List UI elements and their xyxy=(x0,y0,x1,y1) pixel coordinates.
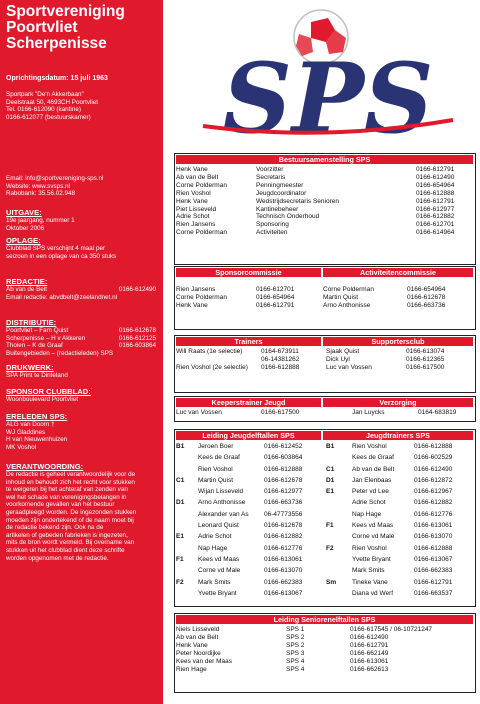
table-cell: Kees de Graaf xyxy=(198,454,240,462)
table-cell: 0166-613067 xyxy=(264,589,303,597)
table-cell: Secretaris xyxy=(256,173,286,181)
table-cell: 0166-617500 xyxy=(261,409,300,416)
table-cell: 0166-612452 xyxy=(264,443,303,450)
table-cell: 0166-612882 xyxy=(414,499,453,507)
table-cell: 0166-612977 xyxy=(264,488,303,496)
table-cell: B1 xyxy=(176,443,185,450)
table-cell: 0166-612791 xyxy=(416,166,455,173)
table-cell: Jan Luycks xyxy=(352,409,385,416)
table-cell: 0166-612791 xyxy=(350,641,389,649)
contact-block: Email: info@sportvereniging-sps.nl Website: www.svsps.nl Rabobank: 35.56.02.948 xyxy=(6,175,104,198)
table-cell: F2 xyxy=(326,544,334,552)
table-cell: Will Raats (1e selectie) xyxy=(176,348,243,355)
table-cell: Wijan Lisseveld xyxy=(198,488,244,496)
table-cell: SPS 4 xyxy=(286,657,305,665)
table-cell: Jeroen Boer xyxy=(198,443,234,450)
website-link[interactable]: Website: www.svsps.nl xyxy=(6,182,70,190)
table-cell: 0164-683819 xyxy=(418,409,457,416)
table-cell: 0166-654964 xyxy=(416,181,455,189)
table-cell: Nap Hage xyxy=(198,544,228,552)
ereleden-section: ERELEDEN SPS: ALG van Doorn † WJ Gladdines H van Nieuwenhuizen MK Voshol xyxy=(6,412,68,451)
table-cell: Yvette Bryant xyxy=(352,555,391,563)
redactie-email-link[interactable]: Email redactie: abvdbelt@zeelandnet.nl xyxy=(6,293,118,301)
table-cell: 0166-617545 / 06-10721247 xyxy=(350,626,433,633)
table-cell: 0166-612776 xyxy=(264,544,303,552)
table-cell: Kantinebeheer xyxy=(256,205,299,213)
table-cell: Kees vd Maas xyxy=(352,522,394,530)
activiteiten-header: Activiteitencommissie xyxy=(323,268,473,277)
table-cell: 0166-663736 xyxy=(407,301,446,309)
table-cell: Penningmeester xyxy=(256,181,304,189)
table-cell: 0166-612678 xyxy=(264,476,303,484)
table-cell: Rien Voshol xyxy=(352,544,387,552)
table-cell: Adrie Schot xyxy=(198,533,232,541)
table-cell: 0166-663736 xyxy=(264,499,303,507)
bestuur-header: Bestuursamenstelling SPS xyxy=(176,155,473,164)
table-cell: E1 xyxy=(176,533,184,541)
table-cell: Kees van der Maas xyxy=(176,657,233,665)
table-cell: Nap Hage xyxy=(352,510,382,518)
table-cell: Henk Vane xyxy=(176,166,208,173)
table-cell: SPS 2 xyxy=(286,633,305,641)
table-cell: F1 xyxy=(176,555,184,563)
table-cell: Alexander van As xyxy=(198,510,249,518)
table-cell: 0164-673911 xyxy=(261,348,299,355)
table-cell: Henk Vane xyxy=(176,197,208,205)
senioren-header: Leiding Seniorenelftallen SPS xyxy=(176,615,473,624)
table-cell: 0166-612872 xyxy=(414,476,453,484)
table-cell: 0166-612888 xyxy=(264,465,303,473)
table-cell: 0166-612791 xyxy=(256,301,295,309)
table-cell: E1 xyxy=(326,488,334,496)
table-cell: C1 xyxy=(326,465,335,473)
table-cell: Arno Anthonisse xyxy=(198,499,246,507)
table-cell: Dick Uyl xyxy=(326,355,350,363)
table-cell: Martin Quist xyxy=(198,476,234,484)
table-cell: 06-14381262 xyxy=(261,355,300,363)
table-cell: Mark Smits xyxy=(198,578,231,586)
keeper-frame xyxy=(174,396,476,422)
table-cell: 0166-612888 xyxy=(416,189,455,197)
table-cell: D1 xyxy=(326,476,335,484)
senioren-frame xyxy=(174,613,476,693)
table-cell: 0166-612701 xyxy=(256,286,295,293)
distributie-section: DISTRIBUTIE: Poortvliet – Fam Quist 0166-612678 Scherpenisse – H v Akkeren 0166-612125 Tholen – K de Graaf 0166-603864 Buitengebieden – (redactieleden) SPS xyxy=(6,318,156,357)
table-cell: 0166-613061 xyxy=(414,522,453,530)
table-cell: 0166-612977 xyxy=(416,205,455,213)
table-cell: Henk Vane xyxy=(176,641,208,649)
table-cell: Peter vd Lee xyxy=(352,488,389,496)
table-cell: Rien Hage xyxy=(176,665,207,673)
table-cell: 0166-662383 xyxy=(264,578,303,586)
table-cell: Yvette Bryant xyxy=(198,589,237,597)
table-cell: 0166-654964 xyxy=(407,286,446,293)
table-cell: Henk Vane xyxy=(176,301,208,309)
table-cell: 0166-612701 xyxy=(416,221,455,229)
table-cell: 0166-613067 xyxy=(414,555,453,563)
table-cell: 0166-612490 xyxy=(414,465,453,473)
table-cell: Activiteiten xyxy=(256,229,288,237)
jeugdtrainers-header: Jeugdtrainers SPS xyxy=(323,431,473,440)
table-cell: Adrie Schot xyxy=(176,213,210,221)
trainers-frame xyxy=(174,335,476,393)
table-cell: 0166-612365 xyxy=(406,355,445,363)
table-cell: 0166-612791 xyxy=(414,578,453,586)
table-cell: Kees de Graaf xyxy=(352,454,394,462)
redactie-section: REDACTIE: Ab van de Belt 0166-612490 Email redactie: abvdbelt@zeelandnet.nl xyxy=(6,277,156,301)
table-cell: Adrie Schot xyxy=(352,499,386,507)
commissies-frame xyxy=(174,266,476,330)
table-cell: 0166-613070 xyxy=(264,567,303,575)
table-cell: Sponsoring xyxy=(256,221,289,229)
table-cell: SPS 4 xyxy=(286,665,305,673)
table-cell: Ab van de Belt xyxy=(176,633,219,641)
table-cell: Corne Polderman xyxy=(176,181,227,189)
sponsor-clubblad-section: SPONSOR CLUBBLAD: Woonboulevard Poortvliet xyxy=(6,387,91,403)
table-cell: SPS 3 xyxy=(286,649,305,657)
table-cell: 0166-613070 xyxy=(414,533,453,541)
table-cell: Rien Voshol xyxy=(176,189,211,197)
table-cell: Sjaak Quist xyxy=(326,348,360,355)
table-cell: Jan Elenbaas xyxy=(352,476,392,484)
table-cell: Arno Anthonisse xyxy=(323,301,371,309)
sps-logo xyxy=(183,4,473,149)
table-cell: Tineke Vane xyxy=(352,578,388,586)
email-link[interactable]: Email: info@sportvereniging-sps.nl xyxy=(6,175,104,182)
sidebar xyxy=(0,0,163,704)
table-cell: 0166-612967 xyxy=(414,488,453,496)
bestuur-frame xyxy=(174,153,476,265)
table-cell: 0166-612490 xyxy=(350,633,389,641)
table-cell: Corne Polderman xyxy=(176,293,227,301)
table-cell: SPS 2 xyxy=(286,641,305,649)
table-cell: Rien Voshol (2e selectie) xyxy=(176,363,248,371)
table-cell: 0166-613074 xyxy=(406,348,445,355)
table-cell: 0166-613061 xyxy=(264,555,303,563)
table-cell: D1 xyxy=(176,499,185,507)
table-cell: 0166-617500 xyxy=(406,363,445,371)
oplage-section: OPLAGE: Clubblad SPS verschijnt 4 maal per seizoen in een oplage van ca 350 stuks xyxy=(6,236,117,260)
table-cell: 0166-614964 xyxy=(416,229,455,237)
table-cell: Sm xyxy=(326,578,337,586)
drukwerk-section: DRUKWERK: SPA Print te Dinteland xyxy=(6,363,68,379)
jeugd-frame xyxy=(174,429,476,607)
table-cell: 0166-654964 xyxy=(256,293,295,301)
jeugdleiding-header: Leiding Jeugdelftallen SPS xyxy=(176,431,321,440)
table-cell: Piet Lisseveld xyxy=(176,205,217,213)
table-cell: Corne vd Male xyxy=(352,533,395,541)
table-cell: 0166-612776 xyxy=(414,510,453,518)
table-cell: Kees vd Maas xyxy=(198,555,240,563)
table-cell: Mark Smits xyxy=(352,567,385,575)
address-block: Sportpark "De'n Akkerbaan" Deelstraat 50, 4693CH Poortvliet Tel. 0166-612090 (kantine) 0166-612077 (bestuurskamer) xyxy=(6,91,99,121)
table-cell: Diana vd Werf xyxy=(352,589,394,597)
table-cell: Technisch Onderhoud xyxy=(256,213,320,221)
table-cell: Corne Polderman xyxy=(176,229,227,237)
table-cell: 0166-612888 xyxy=(414,544,453,552)
table-cell: Corne Polderman xyxy=(323,286,374,293)
table-cell: Wedstrijdsecretaris Senioren xyxy=(256,197,339,205)
table-cell: Rien Voshol xyxy=(198,465,233,473)
table-cell: Luc van Vossen xyxy=(326,363,372,371)
table-cell: 0166-662149 xyxy=(350,649,389,657)
table-cell: 0166-612678 xyxy=(264,522,303,530)
table-cell: 0166-612888 xyxy=(414,443,453,450)
table-cell: 0166-662613 xyxy=(350,665,389,673)
verantwoording-section: VERANTWOORDING: De redactie is geheel verantwoordelijk voor de inhoud en behoudt zich het recht voor stukken te weigeren bij het achteraf van zenden van wel het schade van verenigingsbelangen in voorkomende gevallen van het bestuur geraadpleegd worden. De ingezonden stukken moeden zijn ondertekend of de naam moet bij de redactie bekend zijn. Ook na de artikelen of gebeden fabrieken is ingezeten, mits de bron wordt vermeld. Bij overname van stukken uit het clubblad dient deze schrifte worden opgenomen met de redactie. xyxy=(6,462,137,562)
founded-date: Oprichtingsdatum: 15 juli 1963 xyxy=(6,75,108,82)
table-cell: Peter Noordijke xyxy=(176,649,221,657)
table-cell: 06-47773556 xyxy=(264,510,303,518)
table-cell: Niels Lisseveld xyxy=(176,626,220,633)
keeper-header: Keeperstrainer Jeugd xyxy=(176,398,321,407)
table-cell: Ab van de Belt xyxy=(352,465,395,473)
table-cell: Rien Jansens xyxy=(176,221,216,229)
uitgave-section: UITGAVE: 19e jaargang, nummer 1 Oktober 2006 xyxy=(6,208,75,232)
logo-text: SPS xyxy=(222,42,434,149)
table-cell: Rien Voshol xyxy=(352,443,387,450)
table-cell: Corne vd Male xyxy=(198,567,241,575)
table-cell: 0166-603864 xyxy=(264,454,303,462)
table-cell: 0166-613061 xyxy=(350,657,389,665)
table-cell: F1 xyxy=(326,522,334,530)
table-cell: 0166-612882 xyxy=(416,213,455,221)
table-cell: Rien Jansens xyxy=(176,286,216,293)
table-cell: Voorzitter xyxy=(256,166,284,173)
table-cell: 0166-612888 xyxy=(261,363,300,371)
table-cell: C1 xyxy=(176,476,185,484)
trainers-header: Trainers xyxy=(176,337,321,346)
table-cell: 0166-663537 xyxy=(414,589,453,597)
table-cell: F2 xyxy=(176,578,184,586)
table-cell: 0166-612882 xyxy=(264,533,303,541)
table-cell: Luc van Vossen xyxy=(176,409,222,416)
table-cell: 0166-612490 xyxy=(416,173,455,181)
table-cell: Leonard Quist xyxy=(198,522,239,530)
table-cell: Jeugdcoordinator xyxy=(256,189,307,197)
table-cell: 0166-612678 xyxy=(407,293,446,301)
table-cell: 0166-662383 xyxy=(414,567,453,575)
supporters-header: Supportersclub xyxy=(323,337,473,346)
sponsor-header: Sponsorcommissie xyxy=(176,268,321,277)
verzorging-header: Verzorging xyxy=(323,398,473,407)
table-cell: SPS 1 xyxy=(286,626,305,633)
table-cell: 0166-612791 xyxy=(416,197,455,205)
table-cell: B1 xyxy=(326,443,335,450)
table-cell: Martin Quist xyxy=(323,293,359,301)
table-cell: Ab van de Belt xyxy=(176,173,219,181)
table-cell: 0166-602529 xyxy=(414,454,453,462)
club-title: Sportvereniging Poortvliet Scherpenisse xyxy=(6,3,125,52)
